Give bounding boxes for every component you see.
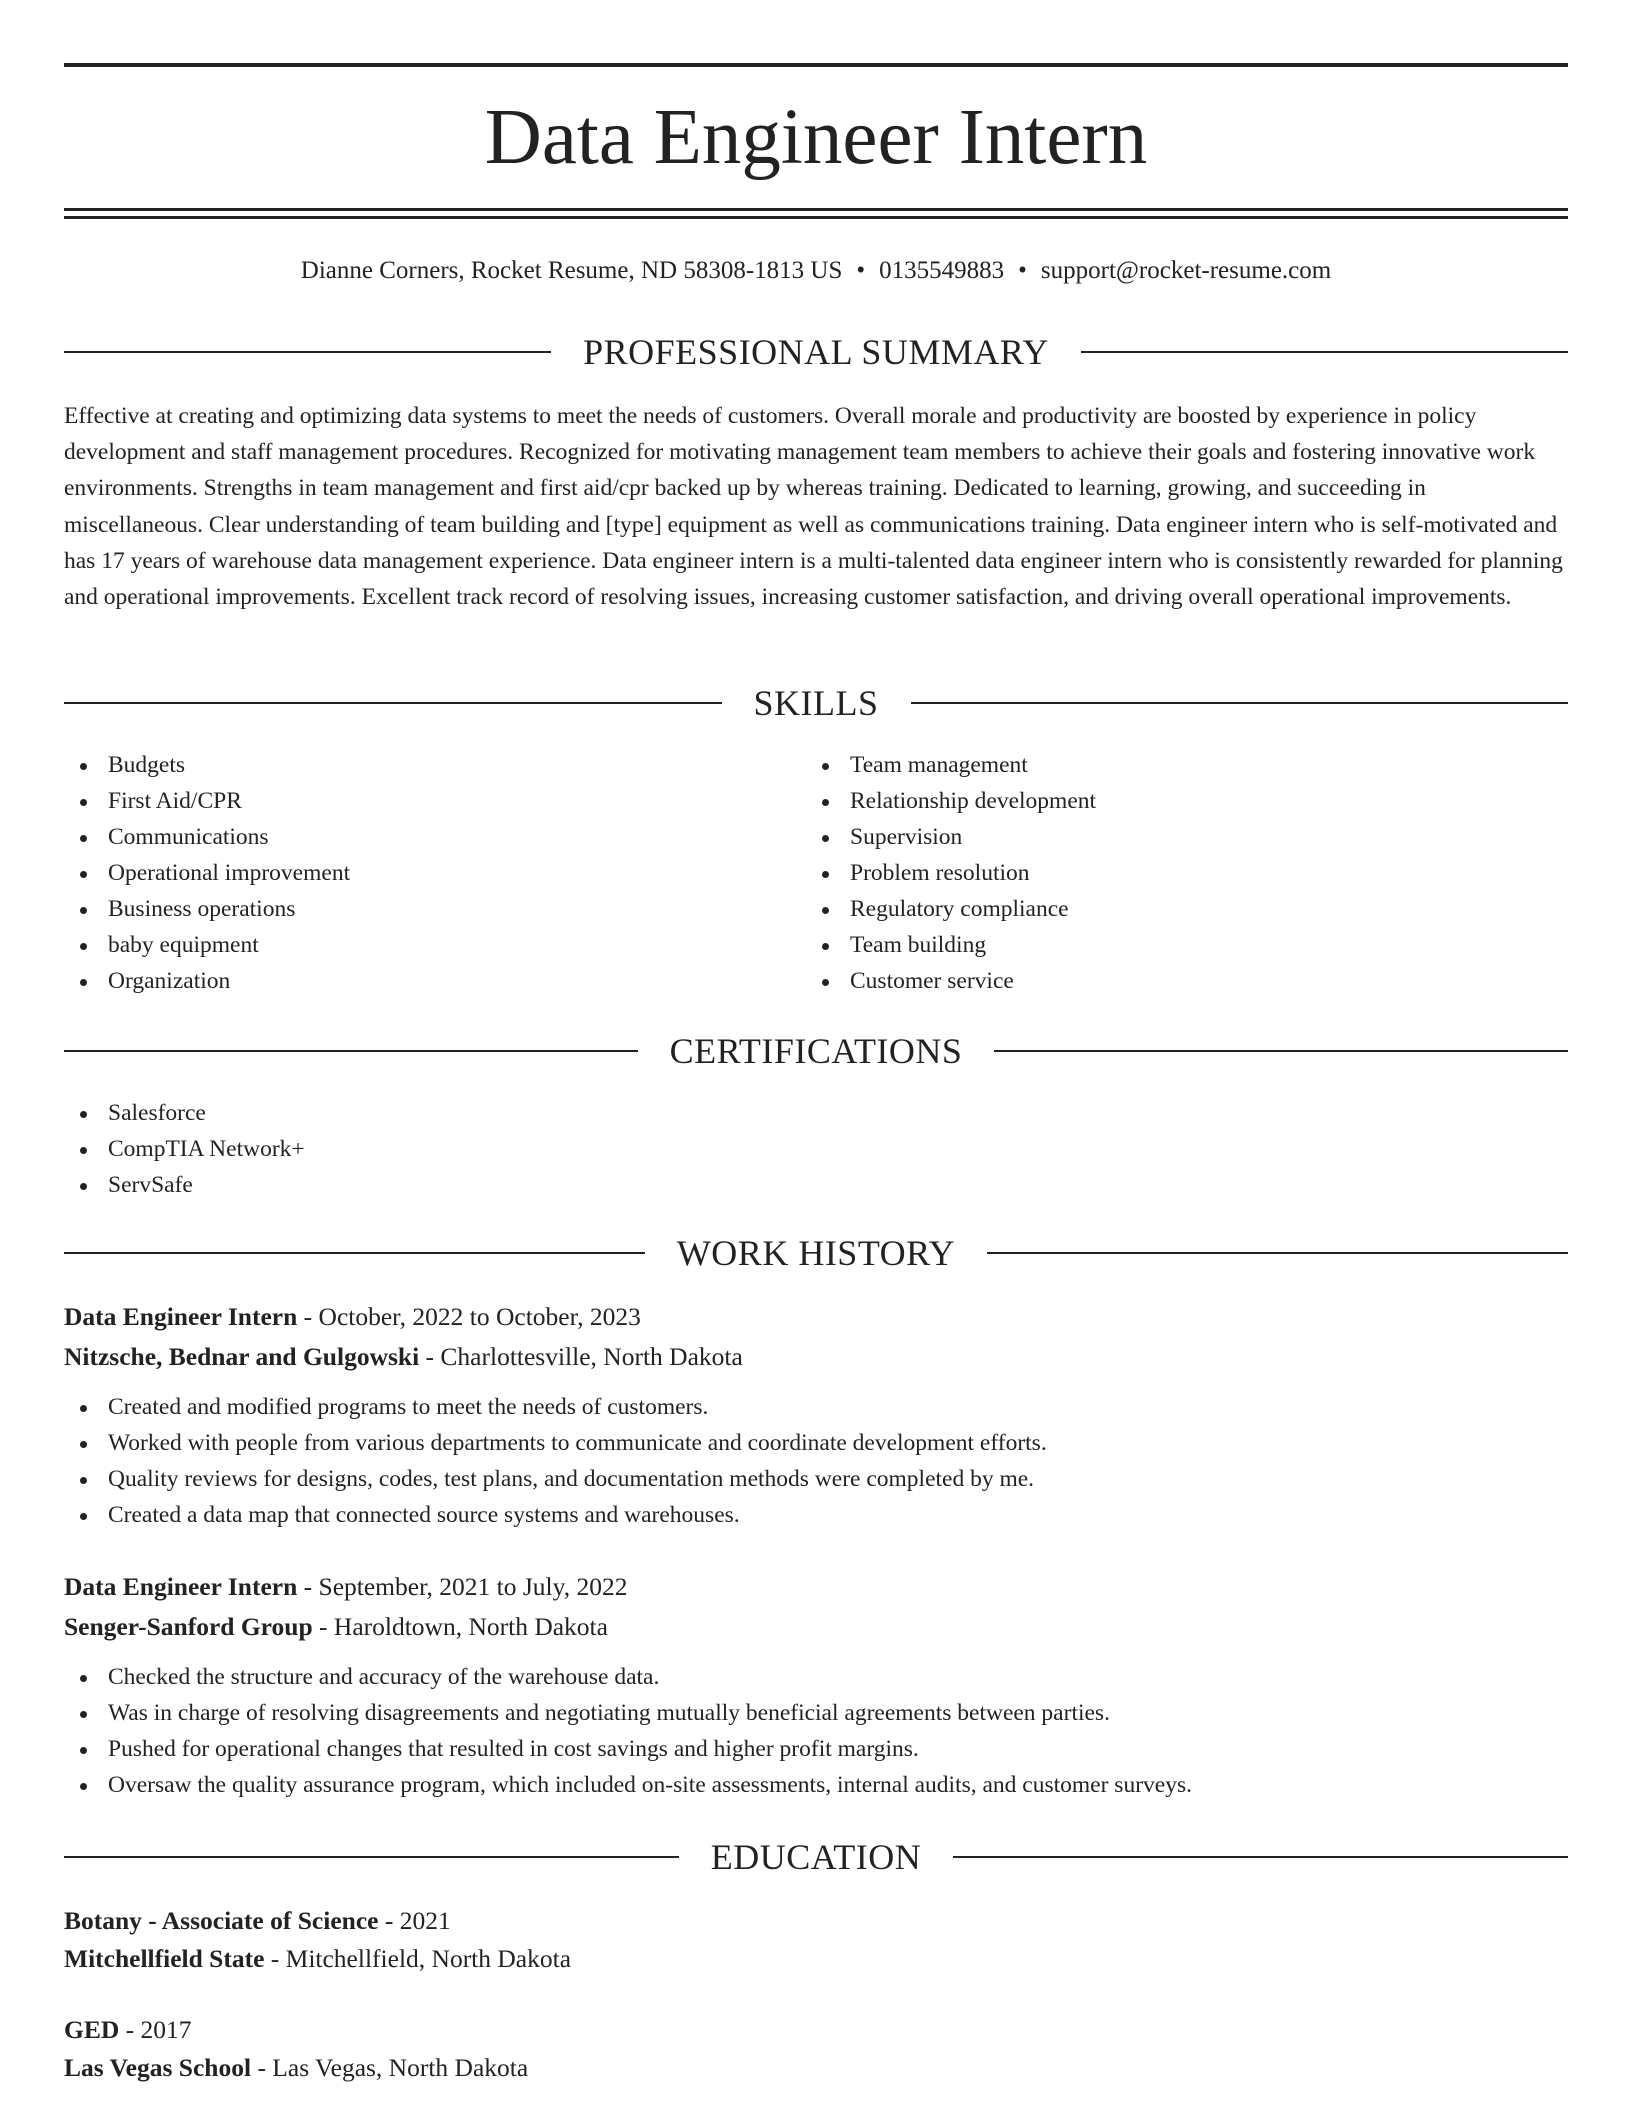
skill-item: Organization bbox=[64, 963, 804, 999]
skill-item: Business operations bbox=[64, 891, 804, 927]
section-header-education bbox=[64, 1835, 1568, 1879]
section-rule bbox=[911, 702, 1569, 704]
job-bullet: Pushed for operational changes that resulted in cost savings and higher profit margins. bbox=[64, 1731, 1568, 1767]
job-entry bbox=[64, 1567, 1568, 1803]
resume-title: Data Engineer Intern bbox=[484, 94, 1148, 181]
section-header-work-history bbox=[64, 1231, 1568, 1275]
section-title: EDUCATION bbox=[710, 1837, 922, 1877]
certification-item: Salesforce bbox=[64, 1095, 1568, 1131]
contact-phone: 0135549883 bbox=[879, 257, 1005, 284]
contact-email: support@rocket-resume.com bbox=[1040, 257, 1332, 284]
education-school: Mitchellfield State bbox=[64, 1944, 265, 1973]
certification-item: CompTIA Network+ bbox=[64, 1131, 1568, 1167]
education-degree: Botany - Associate of Science bbox=[64, 1906, 379, 1935]
education-location: - Las Vegas, North Dakota bbox=[257, 2053, 529, 2082]
section-title: CERTIFICATIONS bbox=[669, 1031, 963, 1071]
section-title: SKILLS bbox=[753, 683, 879, 723]
title-rule-lower bbox=[64, 216, 1568, 219]
summary-text: Effective at creating and optimizing data systems to meet the needs of customers. Overall morale and productivity are boosted by experience in policy development and staff management procedures. Recognized for motivating management team members to achieve their goals and fostering innovative work environments. Strengths in team management and first aid/cpr backed up by whereas training. Dedicated to learning, growing, and succeeding in miscellaneous. Clear understanding of team building and [type] equipment as well as communications training. Data engineer intern who is self-motivated and has 17 years of warehouse data management experience. Data engineer intern is a multi-talented data engineer intern who is consistently rewarded for planning and operational improvements. Excellent track record of resolving issues, increasing customer satisfaction, and driving overall operational improvements. bbox=[64, 403, 1563, 611]
job-bullet: Checked the structure and accuracy of the warehouse data. bbox=[64, 1659, 1568, 1695]
education-school-line bbox=[64, 2049, 1568, 2087]
job-title-line bbox=[64, 1567, 1568, 1607]
job-entry bbox=[64, 1297, 1568, 1533]
job-title-line bbox=[64, 1297, 1568, 1337]
section-rule bbox=[987, 1252, 1568, 1254]
job-dates: - October, 2022 to October, 2023 bbox=[303, 1302, 641, 1331]
section-header-certifications bbox=[64, 1029, 1568, 1073]
contact-separator: • bbox=[1018, 257, 1027, 284]
section-rule bbox=[64, 1856, 679, 1858]
education-entry bbox=[64, 1902, 1568, 1978]
job-company: Senger-Sanford Group bbox=[64, 1612, 313, 1641]
section-header-skills bbox=[64, 681, 1568, 725]
job-bullets bbox=[64, 1659, 1568, 1803]
job-dates: - September, 2021 to July, 2022 bbox=[303, 1572, 628, 1601]
job-bullet: Created and modified programs to meet the needs of customers. bbox=[64, 1389, 1568, 1425]
section-rule bbox=[1081, 351, 1568, 353]
section-title: PROFESSIONAL SUMMARY bbox=[583, 332, 1049, 372]
skill-item: Relationship development bbox=[806, 783, 1546, 819]
job-bullet: Quality reviews for designs, codes, test plans, and documentation methods were completed by me. bbox=[64, 1461, 1568, 1497]
skill-item: Supervision bbox=[806, 819, 1546, 855]
contact-line bbox=[64, 254, 1568, 288]
education-entry bbox=[64, 2011, 1568, 2087]
skill-item: Regulatory compliance bbox=[806, 891, 1546, 927]
education-degree-line bbox=[64, 2011, 1568, 2049]
education-school-line bbox=[64, 1940, 1568, 1978]
job-company: Nitzsche, Bednar and Gulgowski bbox=[64, 1342, 420, 1371]
skill-item: Operational improvement bbox=[64, 855, 804, 891]
skill-item: First Aid/CPR bbox=[64, 783, 804, 819]
contact-address: Dianne Corners, Rocket Resume, ND 58308-1813 US bbox=[300, 257, 843, 284]
title-rule-upper bbox=[64, 208, 1568, 211]
certifications-list bbox=[64, 1095, 1568, 1203]
education-degree: GED bbox=[64, 2015, 120, 2044]
education-school: Las Vegas School bbox=[64, 2053, 252, 2082]
job-location: - Haroldtown, North Dakota bbox=[319, 1612, 608, 1641]
skills-list-right bbox=[806, 747, 1546, 999]
job-location: - Charlottesville, North Dakota bbox=[425, 1342, 743, 1371]
section-title: WORK HISTORY bbox=[676, 1233, 956, 1273]
job-company-line bbox=[64, 1337, 1568, 1377]
skill-item: Team management bbox=[806, 747, 1546, 783]
job-title: Data Engineer Intern bbox=[64, 1302, 298, 1331]
education-location: - Mitchellfield, North Dakota bbox=[270, 1944, 572, 1973]
section-rule bbox=[994, 1050, 1568, 1052]
skill-item: Budgets bbox=[64, 747, 804, 783]
job-title: Data Engineer Intern bbox=[64, 1572, 298, 1601]
job-company-line bbox=[64, 1607, 1568, 1647]
skill-item: Customer service bbox=[806, 963, 1546, 999]
skill-item: Team building bbox=[806, 927, 1546, 963]
section-rule bbox=[64, 1050, 638, 1052]
section-rule bbox=[64, 702, 722, 704]
section-rule bbox=[953, 1856, 1568, 1858]
skill-item: Communications bbox=[64, 819, 804, 855]
education-year: - 2017 bbox=[125, 2015, 192, 2044]
skills-list-left bbox=[64, 747, 804, 999]
education-degree-line bbox=[64, 1902, 1568, 1940]
certification-item: ServSafe bbox=[64, 1167, 1568, 1203]
skill-item: baby equipment bbox=[64, 927, 804, 963]
job-bullet: Worked with people from various departments to communicate and coordinate development efforts. bbox=[64, 1425, 1568, 1461]
education-year: - 2021 bbox=[384, 1906, 451, 1935]
skill-item: Problem resolution bbox=[806, 855, 1546, 891]
job-bullet: Was in charge of resolving disagreements and negotiating mutually beneficial agreements between parties. bbox=[64, 1695, 1568, 1731]
top-rule bbox=[64, 63, 1568, 67]
job-bullet: Created a data map that connected source systems and warehouses. bbox=[64, 1497, 1568, 1533]
section-rule bbox=[64, 1252, 645, 1254]
section-header-summary bbox=[64, 330, 1568, 374]
job-bullets bbox=[64, 1389, 1568, 1533]
job-bullet: Oversaw the quality assurance program, which included on-site assessments, internal audits, and customer surveys. bbox=[64, 1767, 1568, 1803]
contact-separator: • bbox=[856, 257, 866, 284]
section-rule bbox=[64, 351, 551, 353]
